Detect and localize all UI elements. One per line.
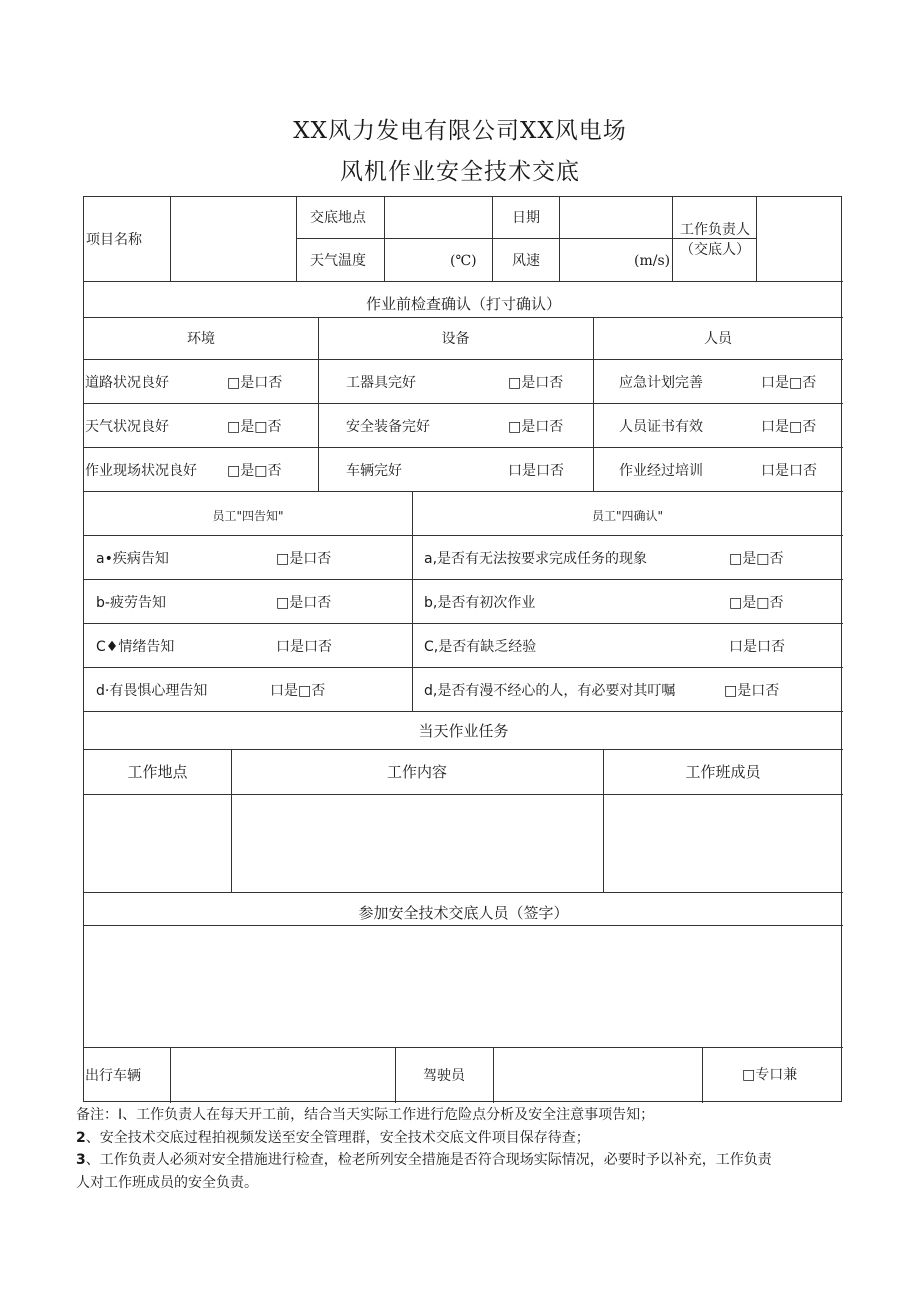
temp-unit: (℃) — [450, 253, 477, 269]
task-members-cell[interactable] — [604, 795, 842, 891]
note-2 — [76, 1127, 846, 1150]
rule — [84, 579, 843, 580]
date-label: 日期 — [512, 210, 540, 226]
env-check[interactable]: □是□否 — [227, 419, 282, 435]
note-1-prefix: 备注：I、 — [76, 1107, 137, 1123]
note-2-text: 、安全技术交底过程拍视频发送至安全管理群，安全技术交底文件项目保存待查； — [85, 1129, 590, 1146]
leader-label: 工作负责人 — [680, 222, 750, 238]
rule — [84, 491, 843, 492]
people-check[interactable]: 口是□否 — [761, 375, 817, 391]
note-3 — [76, 1149, 846, 1172]
note-1 — [76, 1104, 846, 1127]
safety-briefing-form — [83, 196, 842, 1102]
confirm-item: d,是否有漫不经心的人，有必要对其叮嘱 — [424, 683, 676, 699]
rule — [84, 711, 843, 712]
precheck-title: 作业前检查确认（打寸确认） — [365, 295, 561, 313]
col-equipment-header: 设备 — [441, 331, 470, 347]
people-item: 人员证书有效 — [619, 419, 703, 435]
task-location-cell[interactable] — [85, 795, 230, 891]
document-subtitle: 风机作业安全技术交底 — [340, 159, 580, 185]
col-env-header: 环境 — [187, 331, 215, 347]
vehicle-field[interactable] — [171, 1048, 394, 1102]
equip-check[interactable]: □是口否 — [508, 419, 564, 435]
tasks-title: 当天作业任务 — [418, 722, 509, 740]
rule — [84, 317, 843, 318]
notify-item: a•疾病告知 — [96, 551, 169, 567]
rule — [296, 197, 297, 281]
rule — [84, 667, 843, 668]
note-3-continued: 人对工作班成员的安全负责。 — [76, 1174, 258, 1191]
notify-check[interactable]: 口是口否 — [276, 639, 332, 655]
env-item: 作业现场状况良好 — [85, 463, 197, 479]
four-notify-title: 员工"四告知" — [212, 509, 284, 523]
wind-label: 风速 — [512, 253, 540, 269]
rule — [84, 623, 843, 624]
notify-check[interactable]: □是口否 — [276, 595, 332, 611]
leader-sublabel: （交底人） — [680, 242, 750, 258]
env-check[interactable]: □是□否 — [227, 463, 282, 479]
rule — [492, 197, 493, 281]
note-3-text: 、工作负责人必须对安全措施进行检查，检老所列安全措施是否符合现场实际情况，必要时予以补充，工作负责 — [85, 1152, 772, 1168]
vehicle-label: 出行车辆 — [85, 1068, 141, 1084]
col-people-header: 人员 — [704, 331, 732, 347]
notes — [76, 1104, 846, 1194]
env-item: 道路状况良好 — [85, 375, 169, 391]
task-content-cell[interactable] — [232, 795, 602, 891]
people-check[interactable]: 口是口否 — [761, 463, 817, 479]
confirm-item: b,是否有初次作业 — [424, 595, 536, 611]
wind-unit: (m/s) — [634, 253, 671, 269]
four-confirm-title: 员工"四确认" — [591, 509, 664, 523]
rule — [84, 359, 843, 360]
notify-check[interactable]: □是口否 — [276, 551, 332, 567]
equip-check[interactable]: □是口否 — [508, 375, 564, 391]
people-check[interactable]: 口是□否 — [761, 419, 817, 435]
equip-check[interactable]: 口是口否 — [508, 463, 564, 479]
notify-item: C♦情绪告知 — [96, 639, 175, 655]
notify-check[interactable]: 口是□否 — [270, 683, 326, 699]
col-members-header: 工作班成员 — [685, 763, 761, 781]
equip-item: 车辆完好 — [346, 463, 402, 479]
confirm-check[interactable]: 口是口否 — [729, 639, 785, 655]
rule — [384, 197, 385, 281]
confirm-item: a,是否有无法按要求完成任务的现象 — [424, 551, 648, 567]
rule — [559, 197, 560, 281]
driver-label: 驾驶员 — [423, 1068, 465, 1084]
confirm-check[interactable]: □是□否 — [729, 595, 784, 611]
rule — [84, 447, 843, 448]
env-item: 天气状况良好 — [85, 419, 169, 435]
rule — [395, 1047, 396, 1103]
people-item: 应急计划完善 — [619, 375, 703, 391]
signature-area[interactable] — [85, 926, 842, 1046]
note-2-number: 2 — [76, 1129, 86, 1146]
weather-label: 天气温度 — [310, 253, 366, 269]
rule — [84, 749, 843, 750]
col-location-header: 工作地点 — [127, 763, 188, 781]
people-item: 作业经过培训 — [619, 463, 703, 479]
rule — [702, 1047, 703, 1103]
confirm-check[interactable]: □是口否 — [724, 683, 780, 699]
notify-item: d·有畏惧心理告知 — [96, 683, 208, 699]
note-1-text: 工作负责人在每天开工前，结合当天实际工作进行危险点分析及安全注意事项告知； — [136, 1107, 655, 1123]
equip-item: 安全装备完好 — [346, 419, 430, 435]
project-name-label: 项目名称 — [86, 232, 142, 248]
rule — [84, 892, 843, 893]
rule — [672, 197, 673, 281]
rule — [756, 197, 757, 281]
participants-title: 参加安全技术交底人员（签字） — [358, 904, 569, 922]
equip-item: 工器具完好 — [346, 375, 416, 391]
role-check[interactable]: □专口兼 — [742, 1067, 798, 1083]
driver-field[interactable] — [494, 1048, 701, 1102]
note-3-number: 3 — [76, 1152, 86, 1168]
rule — [84, 535, 843, 536]
location-label: 交底地点 — [310, 210, 366, 226]
env-check[interactable]: □是口否 — [227, 375, 283, 391]
rule — [84, 281, 843, 282]
rule — [170, 197, 171, 281]
confirm-item: C,是否有缺乏经验 — [424, 639, 537, 655]
notify-item: b-疲劳告知 — [96, 595, 166, 611]
rule — [84, 403, 843, 404]
col-content-header: 工作内容 — [386, 763, 447, 781]
confirm-check[interactable]: □是□否 — [729, 551, 784, 567]
document-title: XX风力发电有限公司XX风电场 — [293, 118, 627, 144]
